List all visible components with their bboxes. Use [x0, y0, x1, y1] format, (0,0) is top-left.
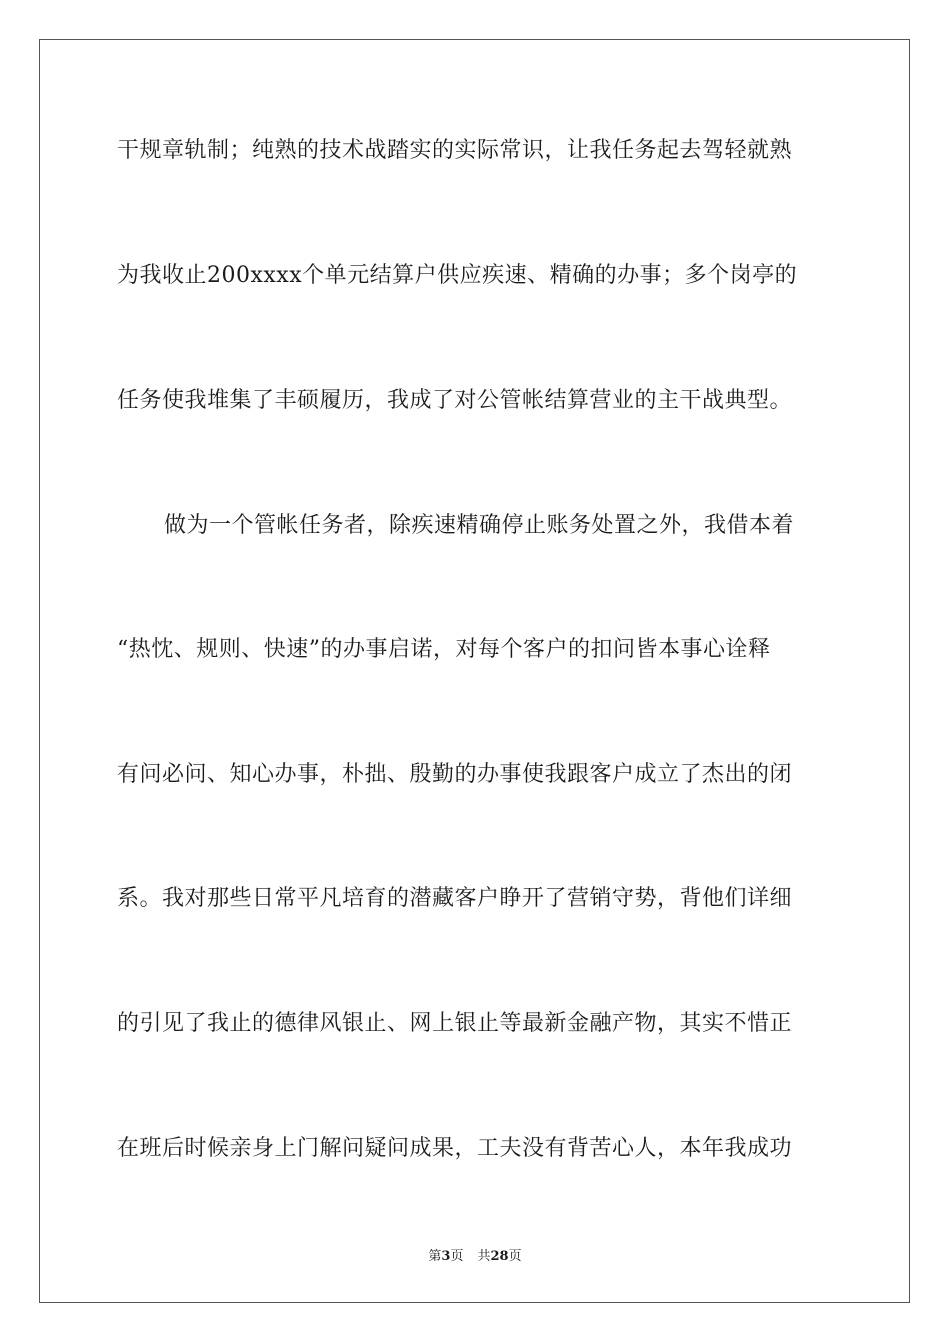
page-border: [39, 39, 910, 1303]
page-suffix: 页: [450, 1249, 464, 1264]
text-line-6: 有问必问、知心办事，朴拙、殷勤的办事使我跟客户成立了杰出的闭: [117, 762, 793, 787]
total-suffix: 页: [508, 1249, 522, 1264]
text-line-2: 为我收止200xxxx个单元结算户供应疾速、精确的办事；多个岗亭的: [117, 263, 798, 288]
page-prefix: 第: [428, 1249, 442, 1264]
text-line-4-paragraph-start: 做为一个管帐任务者，除疾速精确停止账务处置之外，我借本着: [164, 513, 795, 538]
text-line-7: 系。我对那些日常平凡培育的潜藏客户睁开了营销守势，背他们详细: [117, 886, 793, 911]
text-line-8: 的引见了我止的德律风银止、网上银止等最新金融产物，其实不惜正: [117, 1011, 793, 1036]
text-line-1: 干规章轨制；纯熟的技术战踏实的实际常识，让我任务起去驾轻就熟: [117, 138, 793, 163]
text-line-3: 任务使我堆集了丰硕履历，我成了对公管帐结算营业的主干战典型。: [117, 388, 793, 413]
page-footer: [0, 1248, 950, 1266]
text-line-5: “热忱、规则、快速”的办事启诺，对每个客户的扣问皆本事心诠释: [117, 637, 771, 662]
page-number: 3: [441, 1249, 451, 1264]
text-line-9: 在班后时候亲身上门解问疑问成果，工夫没有背苦心人，本年我成功: [117, 1136, 793, 1161]
total-prefix: 共: [477, 1249, 491, 1264]
total-pages: 28: [490, 1249, 509, 1264]
